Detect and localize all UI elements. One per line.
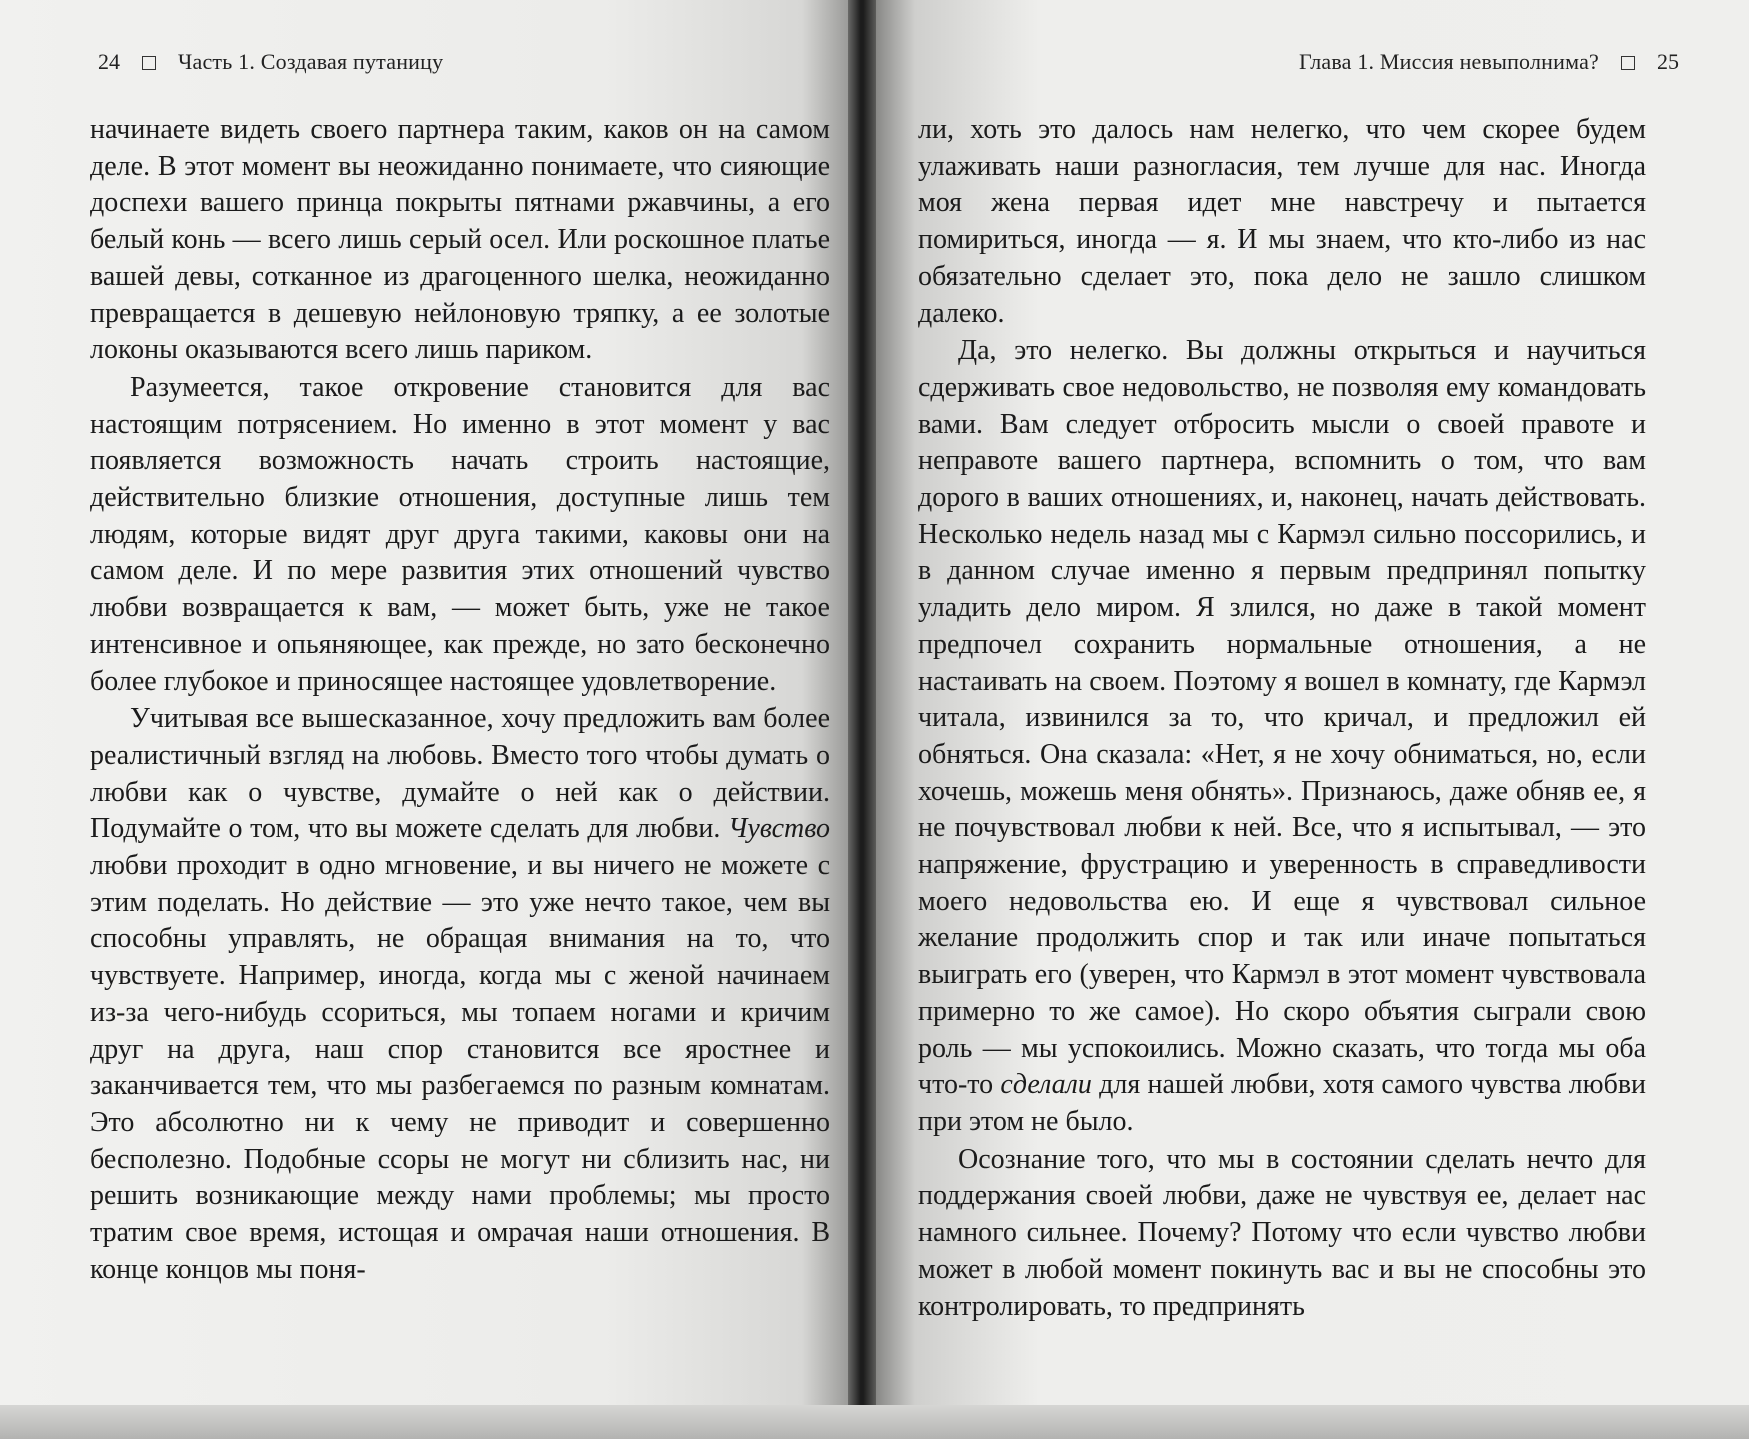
paragraph: Разумеется, такое откровение становится для вас настоящим потрясением. Но именно в этот момент у вас появляется возможность начать строить настоящие, действительно близкие отношения, доступные лишь тем людям, которые видят друг друга такими, каковы они на самом деле. И по мере развития этих отношений чувство любви возвращается к вам, — может быть, уже не такое интенсивное и опьяняющее, как прежде, но зато бесконечно более глубокое и приносящее настоящее удовлетворение. xyxy=(90,371,830,697)
left-page-number: 24 xyxy=(98,49,120,74)
book-gutter xyxy=(848,0,876,1439)
left-page-header xyxy=(98,48,443,76)
page-bottom-edge xyxy=(0,1405,1749,1439)
square-ornament-icon xyxy=(1621,56,1635,70)
paragraph xyxy=(90,701,830,1288)
paragraph-text: Да, это нелегко. Вы должны открыться и научиться сдерживать свое недовольство, не позволяя ему командовать вами. Вам следует отбросить мысли о своей правоте и неправоте вашего партнера, вспомнить о том, что вам дорого в ваших отношениях, и, наконец, начать действовать. Несколько недель назад мы с Кармэл сильно поссорились, и в данном случае именно я первым предпринял попытку уладить дело миром. Я злился, но даже в такой момент предпочел сохранить нормальные отношения, а не настаивать на своем. Поэтому я вошел в комнату, где Кармэл читала, извинился за то, что кричал, и предложил ей обняться. Она сказала: «Нет, я не хочу обниматься, но, если хочешь, можешь меня обнять». Признаюсь, даже обняв ее, я не почувствовал любви к ней. Все, что я испытывал, — это напряжение, фрустрацию и уверенность в справедливости моего недовольства ею. И еще я чувствовал сильное желание продолжить спор и так или иначе попытаться выиграть его (уверен, что Кармэл в этот момент чувствовала примерно то же самое). Но скоро объятия сыграли свою роль — мы успокоились. Можно сказать, что тогда мы оба что-то xyxy=(918,335,1646,1101)
paragraph xyxy=(918,333,1646,1140)
paragraph-text: любви проходит в одно мгновение, и вы ничего не можете с этим поделать. Но действие — это уже нечто такое, чем вы способны управлять, не обращая внимания на то, что чувствуете. Например, иногда, когда мы с женой начинаем из-за чего-нибудь ссориться, мы топаем ногами и кричим друг на друга, наш спор становится все яростнее и заканчивается тем, что мы разбегаемся по разным комнатам. Это абсолютно ни к чему не приводит и совершенно бесполезно. Подобные ссоры не могут ни сблизить нас, ни решить возникающие между нами проблемы; мы просто тратим свое время, истощая и омрачая наши отношения. В конце концов мы поня- xyxy=(90,850,830,1285)
italic-emphasis: Чувство xyxy=(728,813,831,845)
right-page-header xyxy=(1299,48,1679,76)
right-running-title: Глава 1. Миссия невыполнима? xyxy=(1298,49,1599,74)
left-page-body xyxy=(90,112,830,1289)
paragraph: ли, хоть это далось нам нелегко, что чем скорее будем улаживать наши разногласия, тем лучше для нас. Иногда моя жена первая идет мне навстречу и пытается помириться, иногда — я. И мы знаем, что кто-либо из нас обязательно сделает это, пока дело не зашло слишком далеко. xyxy=(918,114,1646,329)
left-running-title: Часть 1. Создавая путаницу xyxy=(178,49,444,74)
right-page-number: 25 xyxy=(1657,49,1679,74)
left-page xyxy=(0,0,862,1439)
right-page-body xyxy=(918,112,1646,1325)
paragraph: Осознание того, что мы в состоянии сделать нечто для поддержания своей любви, даже не чувствуя ее, делает нас намного сильнее. Почему? Потому что если чувство любви может в любой момент покинуть вас и вы не способны это контролировать, то предпринять xyxy=(918,1143,1646,1322)
paragraph: начинаете видеть своего партнера таким, каков он на самом деле. В этот момент вы неожиданно понимаете, что сияющие доспехи вашего принца покрыты пятнами ржавчины, а его белый конь — всего лишь серый осел. Или роскошное платье вашей девы, сотканное из драгоценного шелка, неожиданно превращается в дешевую нейлоновую тряпку, а ее золотые локоны оказываются всего лишь париком. xyxy=(90,114,830,366)
paragraph-text: для нашей любви, хотя самого чувства любви при этом не было. xyxy=(918,1069,1647,1137)
italic-emphasis: сделали xyxy=(1000,1069,1092,1101)
paragraph-text: Учитывая все вышесказанное, хочу предложить вам более реалистичный взгляд на любовь. Вместо того чтобы думать о любви как о чувстве, думайте о ней как о действии. Подумайте о том, что вы можете сделать для любви. xyxy=(90,703,830,845)
square-ornament-icon xyxy=(142,56,156,70)
